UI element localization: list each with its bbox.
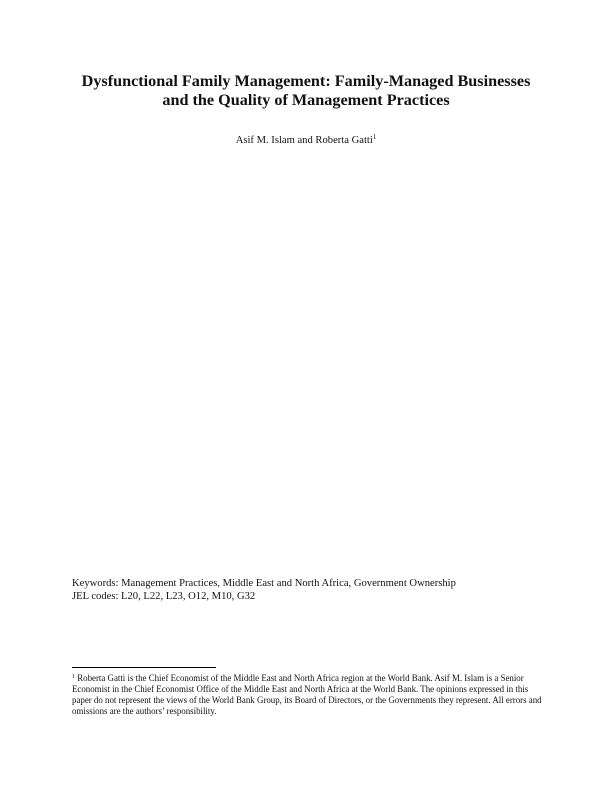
footnote-reference: 1: [372, 133, 377, 141]
footnote-text: Roberta Gatti is the Chief Economist of the Middle East and North Africa region at the World Bank. Asif M. Islam is a Senior Economist in the Chief Economist Office of the Middle East and North Africa at the World Bank. The opinions expressed in this paper do not represent the views of the World Bank Group, its Board of Directors, or the Governments they represent. All errors and omissions are the authors’ responsibility.: [72, 673, 542, 716]
keywords-line: Keywords: Management Practices, Middle East and North Africa, Government Ownership: [72, 578, 456, 589]
keywords-block: [72, 577, 456, 603]
paper-title: [0, 72, 612, 110]
author-line: [0, 134, 612, 147]
footnote: [72, 673, 544, 717]
footnote-marker: 1: [72, 674, 75, 680]
footnote-separator: [72, 667, 216, 668]
paper-title-line-2: and the Quality of Management Practices: [162, 91, 450, 109]
paper-title-line-1: Dysfunctional Family Management: Family-Managed Businesses: [81, 72, 531, 90]
author-names: Asif M. Islam and Roberta Gatti: [235, 135, 373, 146]
jel-codes-line: JEL codes: L20, L22, L23, O12, M10, G32: [72, 591, 256, 602]
